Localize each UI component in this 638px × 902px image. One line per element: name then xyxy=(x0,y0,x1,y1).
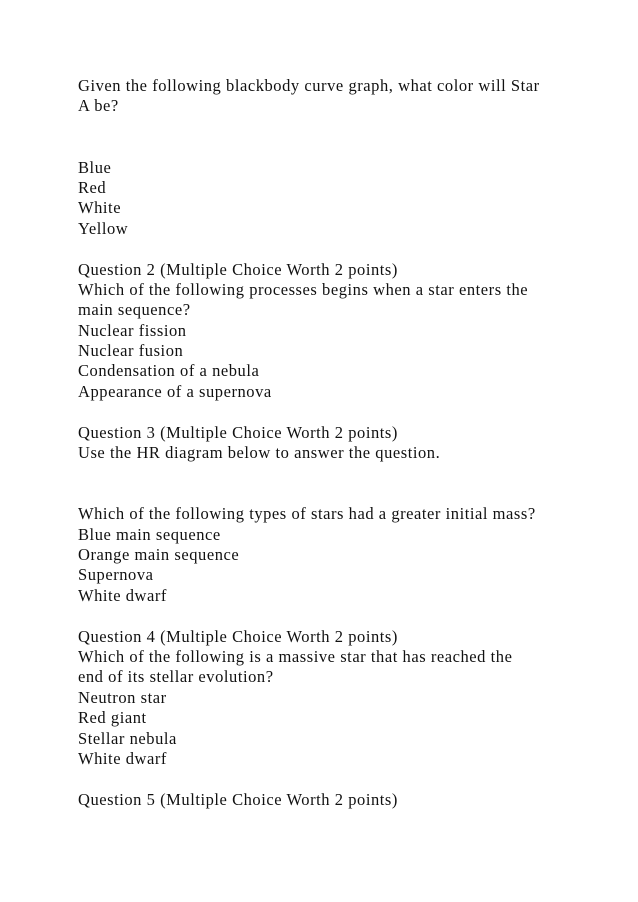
question-4-option-4: White dwarf xyxy=(78,748,167,768)
question-2-prompt-line-1: Which of the following processes begins when a star enters the xyxy=(78,279,529,299)
spacer xyxy=(78,402,578,422)
question-3-prompt: Which of the following types of stars had a greater initial mass? xyxy=(78,504,536,524)
question-2-option-2: Nuclear fusion xyxy=(78,341,184,361)
question-2-prompt-line-2: main sequence? xyxy=(78,300,191,320)
question-1-prompt-line-1: Given the following blackbody curve graph, what color will Star xyxy=(78,76,540,95)
question-3-option-1: Blue main sequence xyxy=(78,524,221,544)
image-placeholder-gap xyxy=(78,463,578,504)
question-2 xyxy=(78,260,578,403)
question-4-option-3: Stellar nebula xyxy=(78,728,177,748)
question-4-header: Question 4 (Multiple Choice Worth 2 points) xyxy=(78,626,398,646)
question-3 xyxy=(78,423,578,607)
question-3-header: Question 3 (Multiple Choice Worth 2 points) xyxy=(78,422,398,442)
question-4-option-1: Neutron star xyxy=(78,687,167,707)
spacer xyxy=(78,239,578,259)
image-placeholder-gap xyxy=(78,117,578,158)
spacer xyxy=(78,606,578,626)
question-3-option-3: Supernova xyxy=(78,565,154,585)
question-4-option-2: Red giant xyxy=(78,708,147,728)
question-2-option-3: Condensation of a nebula xyxy=(78,361,260,381)
question-1-option-blue: Blue xyxy=(78,157,112,177)
document-content xyxy=(78,76,578,810)
question-4-prompt-line-1: Which of the following is a massive star that has reached the xyxy=(78,646,513,666)
spacer xyxy=(78,769,578,789)
question-4-prompt-line-2: end of its stellar evolution? xyxy=(78,667,274,687)
question-1-option-white: White xyxy=(78,198,122,218)
question-4 xyxy=(78,627,578,770)
question-3-option-4: White dwarf xyxy=(78,585,167,605)
question-2-option-4: Appearance of a supernova xyxy=(78,381,272,401)
question-2-option-1: Nuclear fission xyxy=(78,320,187,340)
question-2-header: Question 2 (Multiple Choice Worth 2 points) xyxy=(78,259,398,279)
question-1-option-red: Red xyxy=(78,177,107,197)
question-5 xyxy=(78,790,578,810)
question-5-header: Question 5 (Multiple Choice Worth 2 points) xyxy=(78,789,398,809)
question-3-option-2: Orange main sequence xyxy=(78,545,240,565)
question-1-prompt-line-2: A be? xyxy=(78,96,119,116)
question-1-option-yellow: Yellow xyxy=(78,218,129,238)
question-3-intro: Use the HR diagram below to answer the question. xyxy=(78,443,441,463)
question-1 xyxy=(78,76,578,239)
